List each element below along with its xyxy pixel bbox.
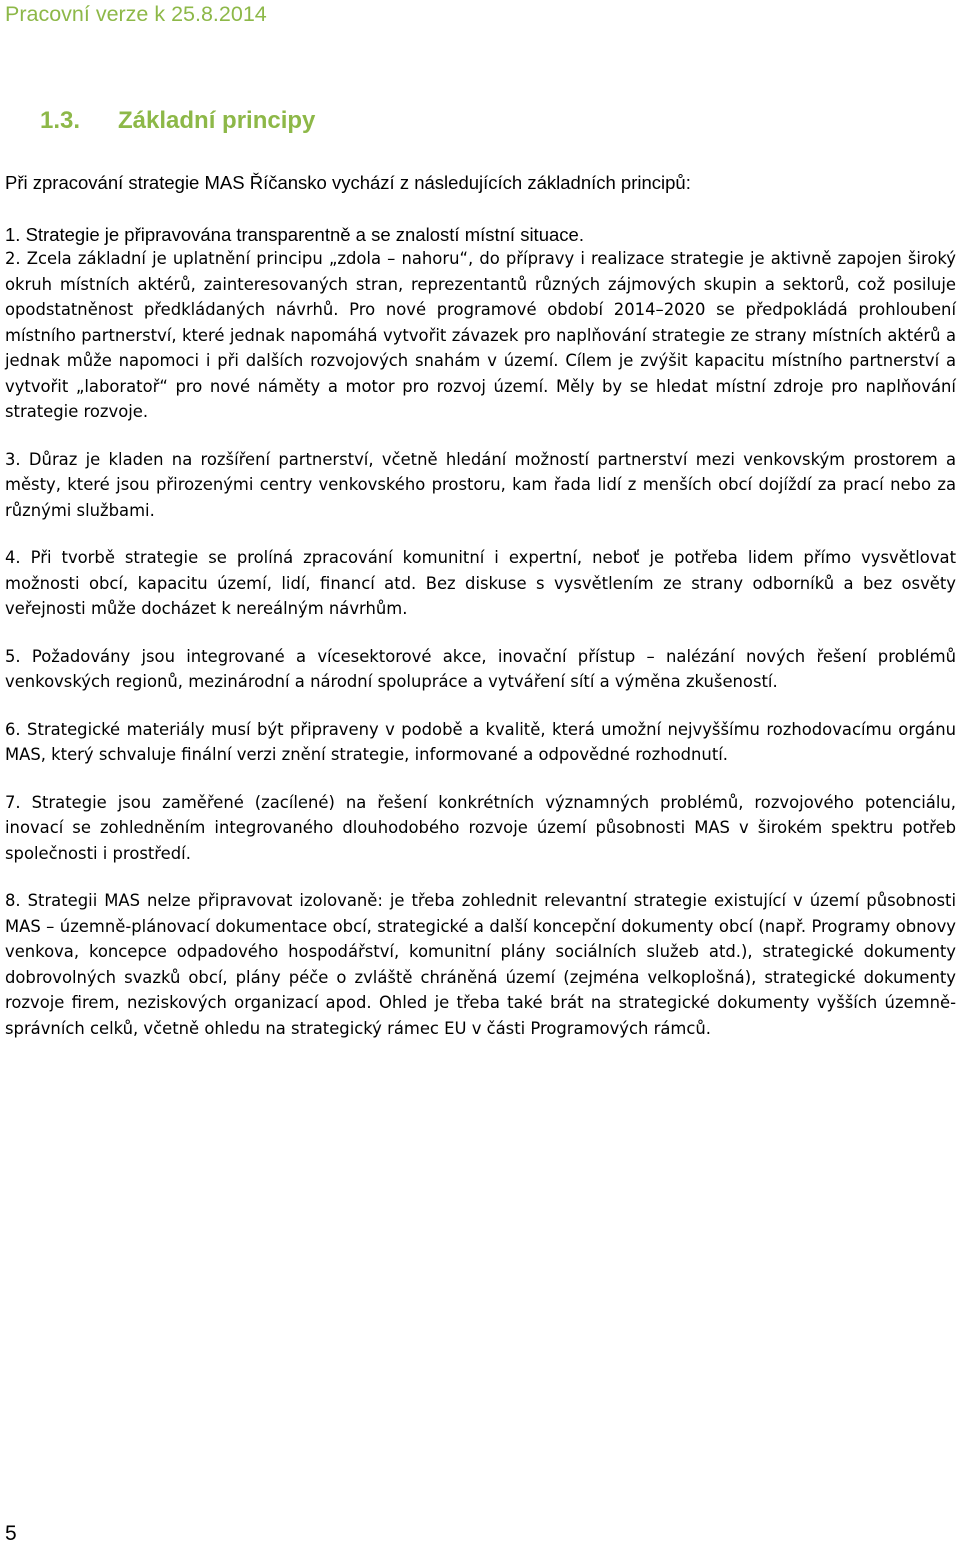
principle-5: 5. Požadovány jsou integrované a vícesektorové akce, inovační přístup – nalézání nových řešení problémů venkovských regionů, mezinárodní a národní spolupráce a vytváření sítí a výměna zkušeností. [5, 646, 956, 691]
principle-7: 7. Strategie jsou zaměřené (zacílené) na řešení konkrétních významných problémů, rozvojového potenciálu, inovací se zohledněním integrovaného dlouhodobého rozvoje území působnosti MAS v širokém spektru potřeb společnosti i prostředí. [5, 792, 956, 863]
running-header: Pracovní verze k 25.8.2014 [5, 2, 267, 26]
principle-8: 8. Strategii MAS nelze připravovat izolovaně: je třeba zohlednit relevantní strategie existující v území působnosti MAS – územně-plánovací dokumentace obcí, strategické a další koncepční dokumenty obcí (např. Programy obnovy venkova, koncepce odpadového hospodářství, komunitní plány sociálních služeb atd.), strategické dokumenty dobrovolných svazků obcí, plány péče o zvláště chráněná území (zejména velkoplošná), strategické dokumenty rozvoje firem, neziskových organizací apod. Ohled je třeba také brát na strategické dokumenty vyšších územně-správních celků, včetně ohledu na strategický rámec EU v části Programových rámců. [5, 891, 956, 1038]
principles-list [5, 246, 956, 1063]
intro-sentence: Při zpracování strategie MAS Říčansko vychází z následujících základních principů: [5, 172, 691, 193]
section-heading [40, 107, 315, 135]
principle-3: 3. Důraz je kladen na rozšíření partnerství, včetně hledání možností partnerství mezi venkovským prostorem a městy, které jsou přirozenými centry venkovského prostoru, kam řada lidí z menších obcí dojíždí za prací nebo za různými službami. [5, 449, 956, 520]
principle-1: 1. Strategie je připravována transparentně a se znalostí místní situace. [5, 224, 584, 245]
principle-6: 6. Strategické materiály musí být připraveny v podobě a kvalitě, která umožní nejvyššímu rozhodovacímu orgánu MAS, který schvaluje finální verzi znění strategie, informované a odpovědné rozhodnutí. [5, 719, 956, 764]
principle-4: 4. Při tvorbě strategie se prolíná zpracování komunitní i expertní, neboť je potřeba lidem přímo vysvětlovat možnosti obcí, kapacitu území, lidí, financí atd. Bez diskuse s vysvětlením ze strany odborníků a bez osvěty veřejnosti může docházet k nereálným návrhům. [5, 548, 956, 618]
section-number: 1.3. [40, 107, 81, 134]
principle-2: 2. Zcela základní je uplatnění principu „zdola – nahoru“, do přípravy i realizace strategie je aktivně zapojen široký okruh místních aktérů, zainteresovaných stran, reprezentantů různých zájmových skupin a sektorů, což posiluje opodstatněnost předkládaných návrhů. Pro nové programové období 2014–2020 se předpokládá prohloubení místního partnerství, které jednak napomáhá vytvořit závazek pro naplňování strategie ze strany místních aktérů a jednak může napomoci i při dalších rozvojových snahám v území. Cílem je zvýšit kapacitu místního partnerství a vytvořit „laboratoř“ pro nové náměty a motor pro rozvoj území. Měly by se hledat místní zdroje pro naplňování strategie rozvoje. [5, 249, 956, 421]
section-title: Základní principy [118, 107, 316, 134]
page-number: 5 [5, 1522, 17, 1545]
